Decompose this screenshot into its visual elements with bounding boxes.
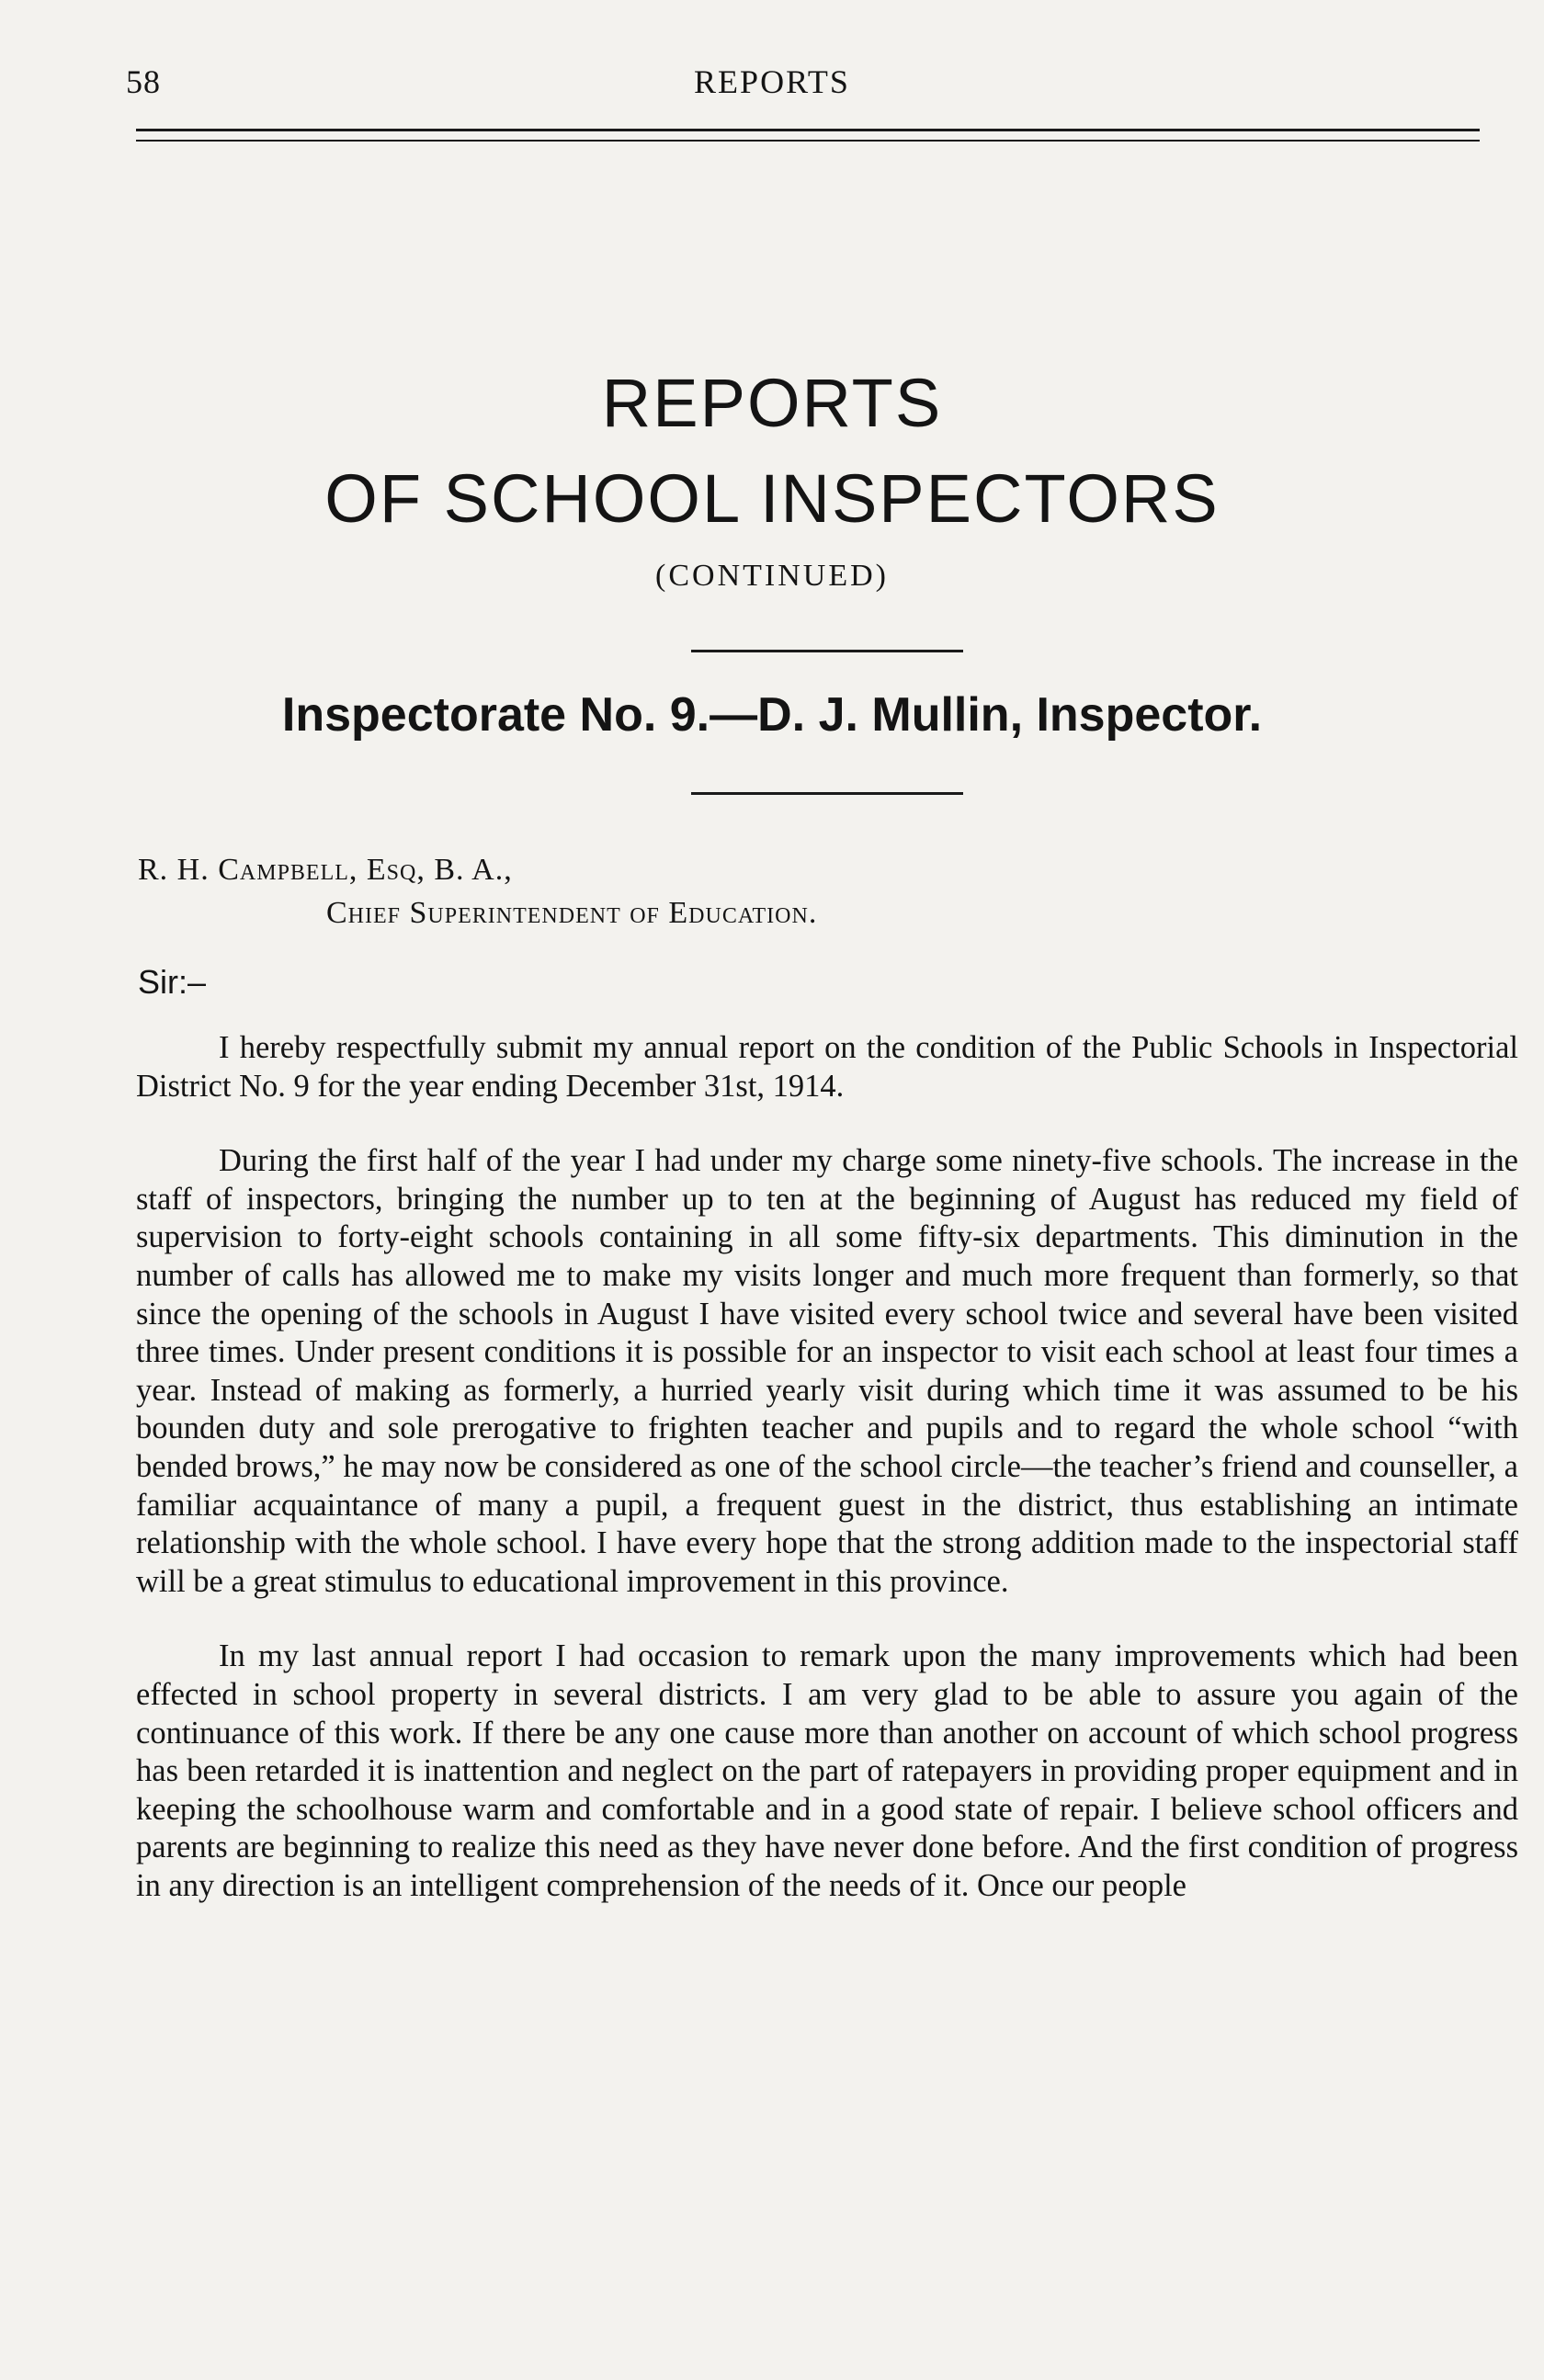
section-rule-top <box>691 650 963 652</box>
header-rule <box>136 129 1480 142</box>
continued-label: (CONTINUED) <box>655 559 889 593</box>
title-line-2: OF SCHOOL INSPECTORS <box>324 460 1220 537</box>
running-header: REPORTS <box>694 63 850 100</box>
paragraph-1: I hereby respectfully submit my annual report on the condition of the Public Schools in Inspectorial District No. 9 for the year ending December 31st, 1914. <box>136 1030 1518 1104</box>
addressee-title: Chief Superintendent of Education. <box>326 896 818 930</box>
paragraph-2: During the first half of the year I had under my charge some ninety-five schools. The increase in the staff of inspectors, bringing the number up to ten at the beginning of August has reduced my field of supervision to forty-eight schools containing in all some fifty-six departments. This diminution in the number of calls has allowed me to make my visits longer and much more frequent than formerly, so that since the opening of the schools in August I have visited every school twice and several have been visited three times. Under present conditions it is possible for an inspector to visit each school at least four times a year. Instead of making as formerly, a hurried yearly visit during which time it was assumed to be his bounden duty and sole prerogative to frighten teacher and pupils and to regard the whole school “with bended brows,” he may now be considered as one of the school circle—the teacher’s friend and counseller, a familiar acquaintance of many a pupil, a frequent guest in the district, thus establishing an intimate relationship with the whole school. I have every hope that the strong addition made to the inspectorial staff will be a great stimulus to educational improvement in this province. <box>136 1143 1518 1599</box>
title-line-1: REPORTS <box>601 365 943 441</box>
addressee-name: R. H. Campbell, Esq, B. A., <box>138 853 513 887</box>
inspectorate-heading: Inspectorate No. 9.—D. J. Mullin, Inspector. <box>281 688 1263 742</box>
section-rule-bottom <box>691 792 963 795</box>
report-body <box>136 1029 1518 1942</box>
paragraph-3: In my last annual report I had occasion to remark upon the many improvements which had been effected in school property in several districts. I am very glad to be able to assure you again of the continuance of this work. If there be any one cause more than another on account of which school progress has been retarded it is inattention and neglect on the part of ratepayers in providing proper equipment and in keeping the schoolhouse warm and comfortable and in a good state of repair. I believe school officers and parents are beginning to realize this need as they have never done before. And the first condition of progress in any direction is an intelligent comprehension of the needs of it. Once our people <box>136 1638 1518 1903</box>
salutation: Sir:– <box>138 963 207 1001</box>
page-number: 58 <box>126 63 161 100</box>
